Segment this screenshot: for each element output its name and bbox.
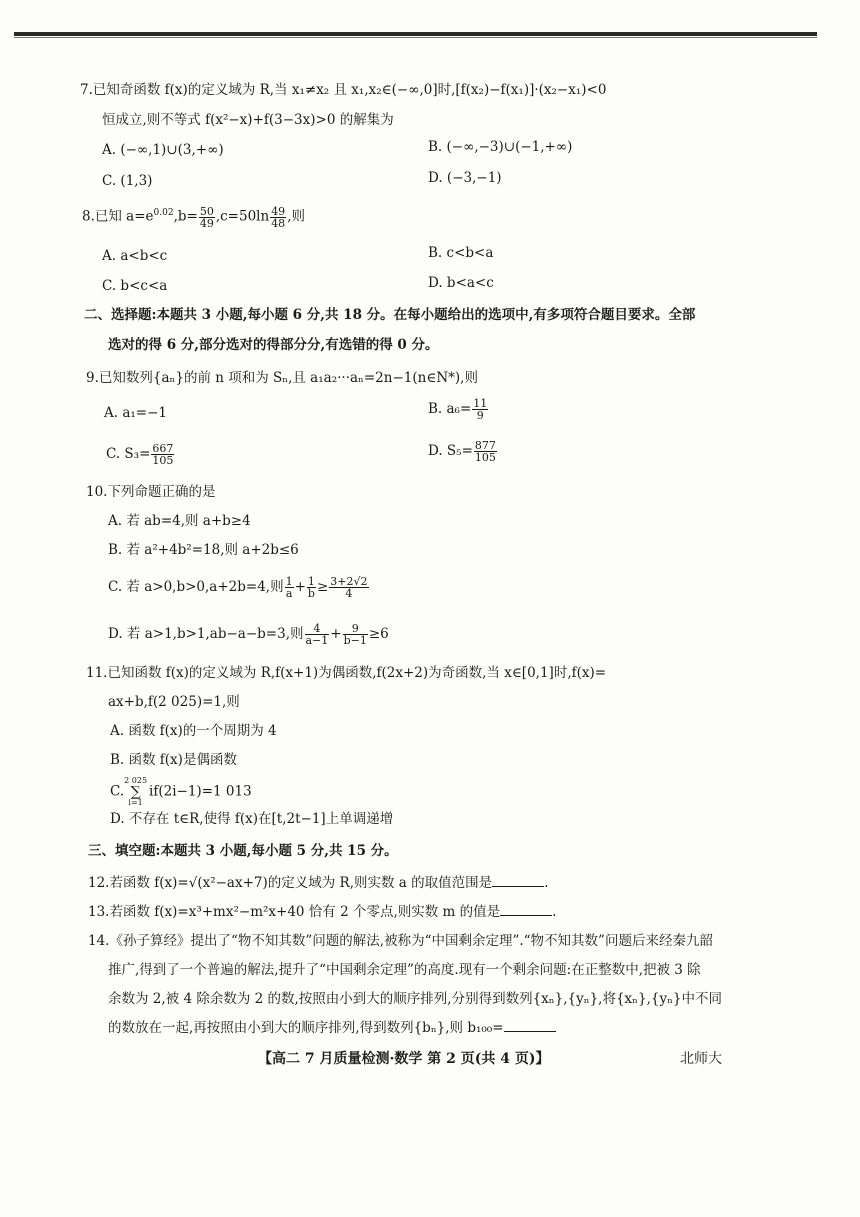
section2-heading-line2: 选对的得 6 分,部分选对的得部分分,有选错的得 0 分。 bbox=[108, 337, 439, 353]
q13-text: 13.若函数 f(x)=x³+mx²−m²x+40 恰有 2 个零点,则实数 m 的值是 bbox=[88, 904, 501, 920]
q14-line3: 余数为 2,被 4 除余数为 2 的数,按照由小到大的顺序排列,分别得到数列{xₙ},{yₙ},将{xₙ},{yₙ}中不同 bbox=[108, 991, 723, 1007]
q10-stem: 10.下列命题正确的是 bbox=[86, 484, 216, 500]
q14-line1: 14.《孙子算经》提出了“物不知其数”问题的解法,被称为“中国剩余定理”.“物不知其数”问题后来经秦九韶 bbox=[88, 933, 713, 949]
q8-text-end: ,则 bbox=[287, 208, 305, 225]
q9-d-numerator: 877 bbox=[474, 439, 496, 452]
q10-option-d bbox=[108, 623, 389, 646]
q14-line4 bbox=[108, 1019, 556, 1037]
q7-option-b: B. (−∞,−3)∪(−1,+∞) bbox=[428, 139, 573, 155]
q8-text-a: 8.已知 a=e bbox=[82, 208, 154, 225]
section3-heading: 三、填空题:本题共 3 小题,每小题 5 分,共 15 分。 bbox=[88, 843, 398, 859]
q9-c-denominator: 105 bbox=[152, 454, 174, 467]
q8-stem bbox=[82, 204, 305, 229]
q8-exponent: 0.02 bbox=[153, 208, 174, 218]
q8-text-b: ,b= bbox=[173, 208, 198, 225]
q12-period: . bbox=[544, 875, 549, 891]
q11-option-a: A. 函数 f(x)的一个周期为 4 bbox=[110, 723, 277, 739]
q9-b-denominator: 9 bbox=[476, 409, 484, 422]
q8-fraction-b bbox=[199, 206, 215, 229]
q9-option-d bbox=[428, 440, 498, 463]
q10-d-fraction-1 bbox=[305, 623, 330, 646]
q10-c-ge: ≥ bbox=[316, 579, 329, 595]
q8-c-denominator: 48 bbox=[271, 216, 286, 230]
q10-c-f1-num: 1 bbox=[285, 575, 293, 588]
q12-answer-blank[interactable] bbox=[492, 874, 544, 887]
q9-option-b-label: B. a₆= bbox=[428, 401, 472, 417]
q14-line2: 推广,得到了一个普遍的解法,提升了“中国剩余定理”的高度.现有一个剩余问题:在正整数中,把被 3 除 bbox=[108, 962, 701, 978]
q8-option-b: B. c<b<a bbox=[428, 245, 494, 261]
q9-option-b-fraction bbox=[472, 398, 488, 421]
q10-d-plus: + bbox=[330, 626, 342, 642]
q11-stem-line1: 11.已知函数 f(x)的定义域为 R,f(x+1)为偶函数,f(2x+2)为奇函数,当 x∈[0,1]时,f(x)= bbox=[86, 665, 607, 681]
q7-option-a: A. (−∞,1)∪(3,+∞) bbox=[102, 142, 224, 158]
q9-option-d-fraction bbox=[474, 440, 497, 463]
q10-c-f2-den: b bbox=[307, 587, 315, 600]
q10-d-f1-den: a−1 bbox=[305, 634, 329, 647]
q9-b-numerator: 11 bbox=[473, 397, 488, 410]
q11-c-sigma: ∑ bbox=[130, 784, 141, 800]
q9-option-d-label: D. S₅= bbox=[428, 443, 473, 459]
q9-option-c-label: C. S₃= bbox=[106, 446, 151, 462]
q14-answer-blank[interactable] bbox=[504, 1019, 556, 1032]
top-rule bbox=[14, 32, 817, 36]
q10-option-b: B. 若 a²+4b²=18,则 a+2b≤6 bbox=[108, 542, 299, 558]
q11-option-d: D. 不存在 t∈R,使得 f(x)在[t,2t−1]上单调递增 bbox=[110, 811, 394, 827]
q10-c-f2-num: 1 bbox=[307, 575, 315, 588]
q7-stem-line1: 7.已知奇函数 f(x)的定义域为 R,当 x₁≠x₂ 且 x₁,x₂∈(−∞,0]时,[f(x₂)−f(x₁)]·(x₂−x₁)<0 bbox=[80, 82, 607, 98]
footer-page-info: 【高二 7 月质量检测·数学 第 2 页(共 4 页)】 bbox=[258, 1051, 550, 1067]
q10-d-fraction-2 bbox=[343, 623, 368, 646]
q8-text-c: ,c=50ln bbox=[215, 208, 270, 225]
section2-heading-line1: 二、选择题:本题共 3 小题,每小题 6 分,共 18 分。在每小题给出的选项中,有多项符合题目要求。全部 bbox=[84, 307, 696, 323]
q13-answer-blank[interactable] bbox=[500, 903, 552, 916]
q10-c-fraction-3 bbox=[329, 576, 368, 599]
q11-stem-line2: ax+b,f(2 025)=1,则 bbox=[108, 694, 240, 710]
q10-d-f1-num: 4 bbox=[305, 623, 330, 635]
q8-option-a: A. a<b<c bbox=[102, 248, 168, 264]
q10-c-fraction-2 bbox=[307, 576, 316, 599]
q10-c-f3-den: 4 bbox=[345, 587, 353, 600]
q10-d-post: ≥6 bbox=[368, 626, 389, 642]
top-rule-thin bbox=[14, 37, 817, 38]
q10-d-condition: D. 若 a>1,b>1,ab−a−b=3,则 bbox=[108, 626, 304, 642]
q10-c-condition: C. 若 a>0,b>0,a+2b=4,则 bbox=[108, 579, 284, 595]
q10-option-c bbox=[108, 576, 370, 599]
q8-c-numerator: 49 bbox=[271, 204, 286, 218]
q14-line4-text: 的数放在一起,再按照由小到大的顺序排列,得到数列{bₙ},则 b₁₀₀= bbox=[108, 1020, 504, 1036]
q8-fraction-c bbox=[270, 206, 286, 229]
q11-c-label: C. bbox=[110, 783, 125, 800]
q12-line bbox=[88, 874, 548, 892]
q11-option-c bbox=[110, 777, 252, 807]
q9-c-numerator: 667 bbox=[152, 442, 174, 455]
q8-b-numerator: 50 bbox=[199, 204, 214, 218]
q8-option-c: C. b<c<a bbox=[102, 278, 168, 294]
q10-d-f2-den: b−1 bbox=[343, 634, 367, 647]
q9-option-b bbox=[428, 398, 489, 421]
q7-stem-line2: 恒成立,则不等式 f(x²−x)+f(3−3x)>0 的解集为 bbox=[102, 112, 394, 128]
q10-option-a: A. 若 ab=4,则 a+b≥4 bbox=[108, 513, 251, 529]
q9-d-denominator: 105 bbox=[474, 451, 496, 464]
q11-c-summation bbox=[124, 777, 147, 807]
q10-d-f2-num: 9 bbox=[343, 623, 368, 635]
q11-c-sum-upper: 2 025 bbox=[124, 776, 148, 785]
q11-c-sum-lower: i=1 bbox=[128, 798, 143, 807]
q7-option-c: C. (1,3) bbox=[102, 173, 153, 189]
q9-stem: 9.已知数列{aₙ}的前 n 项和为 Sₙ,且 a₁a₂···aₙ=2n−1(n∈N*),则 bbox=[86, 370, 478, 386]
q7-option-d: D. (−3,−1) bbox=[428, 170, 502, 186]
q8-option-d: D. b<a<c bbox=[428, 275, 494, 291]
q11-c-expression: if(2i−1)=1 013 bbox=[149, 783, 252, 800]
footer-edition: 北师大 bbox=[680, 1051, 722, 1067]
q9-option-c-fraction bbox=[151, 443, 174, 466]
q8-b-denominator: 49 bbox=[199, 216, 214, 230]
q12-text: 12.若函数 f(x)=√(x²−ax+7)的定义域为 R,则实数 a 的取值范围是 bbox=[88, 875, 493, 891]
q10-c-f3-num: 3+2√2 bbox=[330, 575, 368, 588]
q10-c-f1-den: a bbox=[285, 587, 293, 600]
q11-option-b: B. 函数 f(x)是偶函数 bbox=[110, 752, 237, 768]
q13-period: . bbox=[552, 904, 557, 920]
q10-c-plus: + bbox=[294, 579, 306, 595]
q9-option-c bbox=[106, 443, 175, 466]
q10-c-fraction-1 bbox=[285, 576, 294, 599]
q13-line bbox=[88, 903, 556, 921]
q9-option-a: A. a₁=−1 bbox=[104, 405, 168, 421]
